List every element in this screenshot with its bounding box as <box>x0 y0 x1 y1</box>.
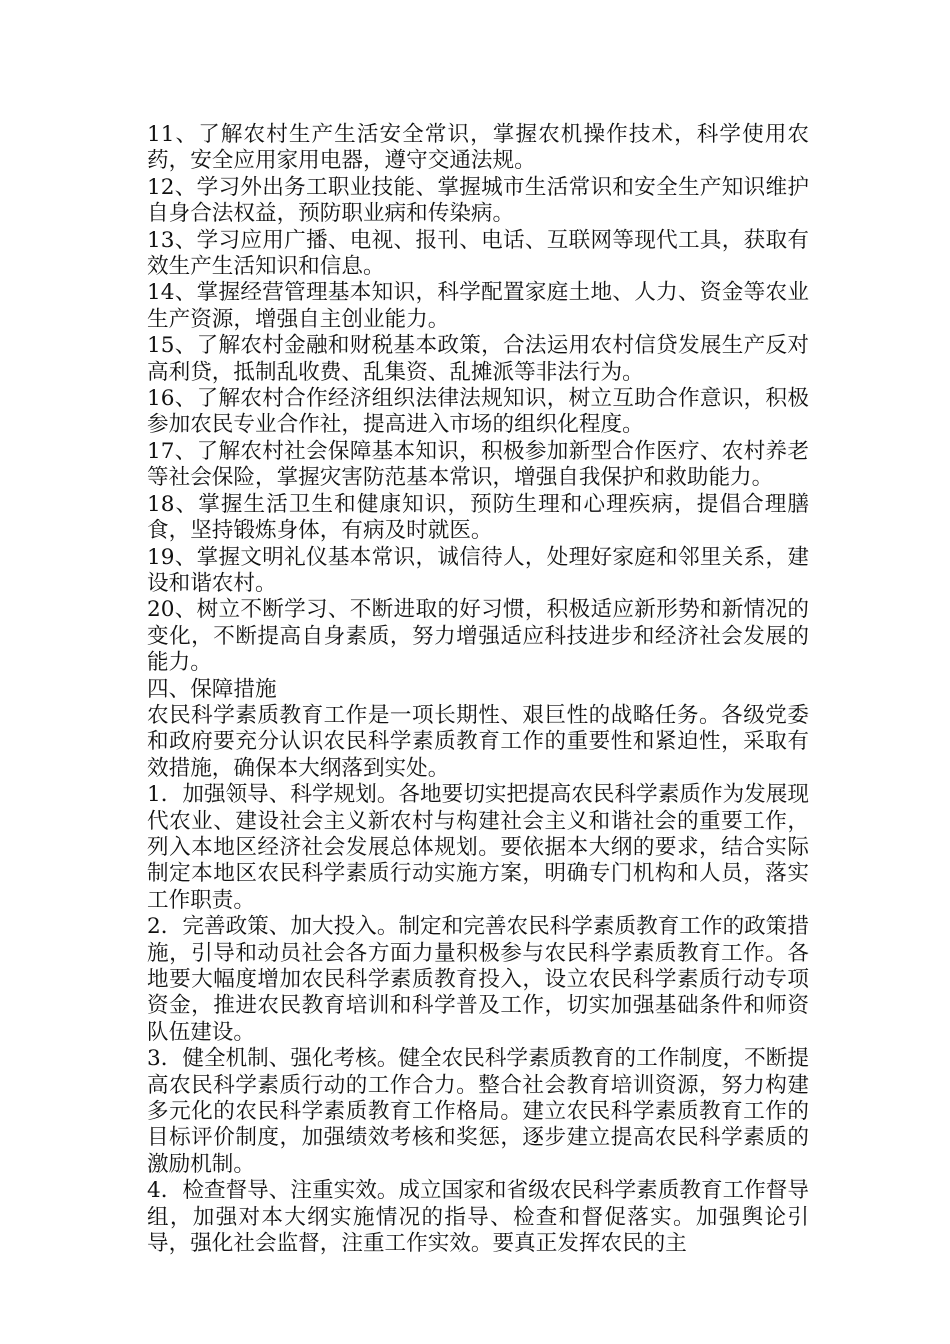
paragraph-item-12: 12、学习外出务工职业技能、掌握城市生活常识和安全生产知识维护自身合法权益，预防职业病和传染病。 <box>147 174 809 227</box>
paragraph-item-17: 17、了解农村社会保障基本知识，积极参加新型合作医疗、农村养老等社会保险，掌握灾害防范基本常识，增强自我保护和救助能力。 <box>147 438 809 491</box>
paragraph-item-19: 19、掌握文明礼仪基本常识，诚信待人，处理好家庭和邻里关系，建设和谐农村。 <box>147 544 809 596</box>
safeguard-item-4: 4．检查督导、注重实效。成立国家和省级农民科学素质教育工作督导组，加强对本大纲实施情况的指导、检查和督促落实。加强舆论引导，强化社会监督，注重工作实效。要真正发挥农民的主 <box>147 1178 809 1257</box>
paragraph-item-11: 11、了解农村生产生活安全常识，掌握农机操作技术，科学使用农药，安全应用家用电器，遵守交通法规。 <box>147 122 809 174</box>
paragraph-item-16: 16、了解农村合作经济组织法律法规知识，树立互助合作意识，积极参加农民专业合作社，提高进入市场的组织化程度。 <box>147 386 809 438</box>
paragraph-item-13: 13、学习应用广播、电视、报刊、电话、互联网等现代工具，获取有效生产生活知识和信息。 <box>147 227 809 280</box>
safeguard-item-3: 3．健全机制、强化考核。健全农民科学素质教育的工作制度，不断提高农民科学素质行动的工作合力。整合社会教育培训资源，努力构建多元化的农民科学素质教育工作格局。建立农民科学素质教育工作的目标评价制度，加强绩效考核和奖惩，逐步建立提高农民科学素质的激励机制。 <box>147 1046 809 1177</box>
safeguards-intro-paragraph: 农民科学素质教育工作是一项长期性、艰巨性的战略任务。各级党委和政府要充分认识农民科学素质教育工作的重要性和紧迫性，采取有效措施，确保本大纲落到实处。 <box>147 702 809 781</box>
paragraph-item-20: 20、树立不断学习、不断进取的好习惯，积极适应新形势和新情况的变化，不断提高自身素质，努力增强适应科技进步和经济社会发展的能力。 <box>147 597 809 676</box>
safeguard-item-1: 1．加强领导、科学规划。各地要切实把提高农民科学素质作为发展现代农业、建设社会主义新农村与构建社会主义和谐社会的重要工作，列入本地区经济社会发展总体规划。要依据本大纲的要求，结合实际制定本地区农民科学素质行动实施方案，明确专门机构和人员，落实工作职责。 <box>147 782 809 913</box>
paragraph-item-18: 18、掌握生活卫生和健康知识，预防生理和心理疾病，提倡合理膳食，坚持锻炼身体，有病及时就医。 <box>147 491 809 544</box>
safeguard-item-2: 2．完善政策、加大投入。制定和完善农民科学素质教育工作的政策措施，引导和动员社会各方面力量积极参与农民科学素质教育工作。各地要大幅度增加农民科学素质教育投入，设立农民科学素质行动专项资金，推进农民教育培训和科学普及工作，切实加强基础条件和师资队伍建设。 <box>147 914 809 1045</box>
section-heading-safeguards: 四、保障措施 <box>147 676 277 702</box>
paragraph-item-15: 15、了解农村金融和财税基本政策，合法运用农村信贷发展生产反对高利贷，抵制乱收费、乱集资、乱摊派等非法行为。 <box>147 333 809 385</box>
paragraph-item-14: 14、掌握经营管理基本知识，科学配置家庭土地、人力、资金等农业生产资源，增强自主创业能力。 <box>147 280 809 332</box>
document-body <box>147 122 809 1257</box>
